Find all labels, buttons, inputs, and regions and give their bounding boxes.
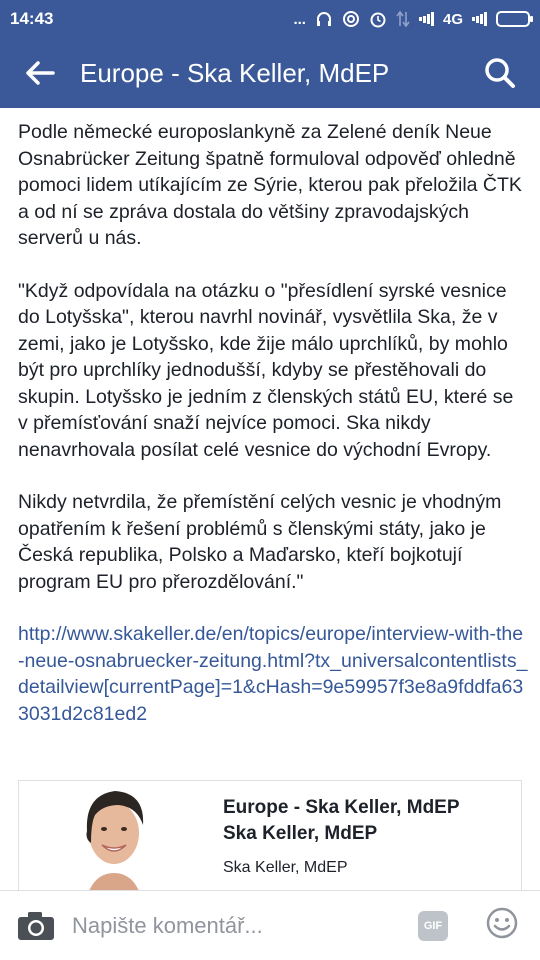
emoji-button[interactable] <box>486 907 518 944</box>
preview-source: Ska Keller, MdEP <box>223 859 348 876</box>
preview-subtitle: Ska Keller, MdEP <box>223 823 378 844</box>
headset-icon <box>315 10 333 28</box>
post-paragraph: Nikdy netvrdila, že přemístění celých vesnic je vhodným opatřením k řešení problémů s členskými státy, jako je Česká republika, Polsko a Maďarsko, kteří bojkotují program EU pro přerozdělování." <box>18 491 502 593</box>
gif-button[interactable]: GIF <box>418 911 448 941</box>
search-button[interactable] <box>460 38 540 108</box>
page-title: Europe - Ska Keller, MdEP <box>80 57 390 88</box>
person-photo <box>19 781 209 891</box>
camera-icon <box>17 911 55 941</box>
comment-bar <box>0 890 540 960</box>
signal-icon-2 <box>472 12 487 26</box>
alarm-icon <box>369 10 387 28</box>
smiley-icon <box>486 907 518 939</box>
link-preview-card[interactable] <box>18 780 522 890</box>
network-type: 4G <box>442 10 463 28</box>
camera-button[interactable] <box>0 911 72 941</box>
signal-icon <box>419 12 434 26</box>
more-dots-icon: ... <box>293 10 306 28</box>
post-paragraph: "Když odpovídala na otázku o "přesídlení syrské vesnice do Lotyšska", kterou navrhl novinář, vysvětlila Ska, že v zemi, jako je Lotyšsko, kde žije málo uprchlíků, by mohlo být pro uprchlíky jednodušší, kdyby se přestěhovali do skupin. Lotyšsko je jedním z členských států EU, které se v přemísťování snaží nejvíce pomoci. Ska nikdy nenavrhovala posílat celé vesnice do východní Evropy. <box>18 279 514 461</box>
post-body <box>18 108 528 742</box>
search-icon <box>484 57 516 89</box>
arrow-left-icon <box>25 60 55 86</box>
preview-thumbnail <box>19 781 209 891</box>
status-icons <box>293 10 530 28</box>
comment-input[interactable]: Napište komentář... <box>72 912 263 938</box>
post-paragraph: Podle německé europoslankyně za Zelené deník Neue Osnabrücker Zeitung špatně formuloval odpověď ohledně pomoci lidem utíkajícím ze Sýrie, kterou pak přeložila ČTK a od ní se zpráva dostala do většiny zpravodajských serverů u nás. <box>18 121 522 249</box>
status-time: 14:43 <box>10 9 54 28</box>
status-bar <box>0 0 540 38</box>
hotspot-icon <box>342 10 360 28</box>
app-bar <box>0 38 540 108</box>
preview-info <box>209 781 460 890</box>
preview-title: Europe - Ska Keller, MdEP <box>223 797 460 818</box>
post-link[interactable]: http://www.skakeller.de/en/topics/europe/interview-with-the-neue-osnabruecker-zeitung.html?tx_universalcontentlists_detailview[currentPage]=1&cHash=9e59957f3e8a9fddfa633031d2c81ed2 <box>18 623 528 725</box>
back-button[interactable] <box>0 38 80 108</box>
battery-icon <box>496 11 530 27</box>
data-arrows-icon <box>396 10 410 28</box>
